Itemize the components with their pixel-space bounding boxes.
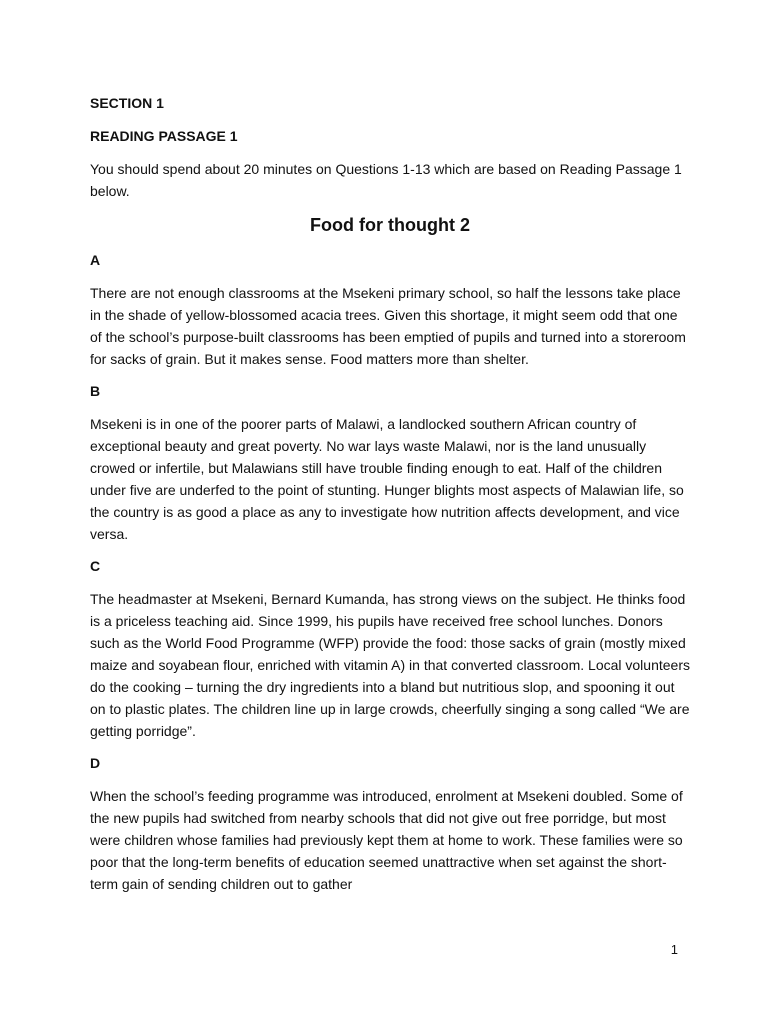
document-page bbox=[90, 92, 690, 905]
paragraph-letter-a: A bbox=[90, 252, 101, 268]
passage-title: Food for thought 2 bbox=[310, 215, 470, 235]
page-number: 1 bbox=[670, 942, 678, 957]
paragraph-text-b: Msekeni is in one of the poorer parts of Malawi, a landlocked southern African country of exceptional beauty and great poverty. No war lays waste Malawi, nor is the land unusually crowed or infertile, but Malawians still have trouble finding enough to eat. Half of the children under five are underfed to the point of stunting. Hunger blights most aspects of Malawian life, so the country is as good a place as any to investigate how nutrition affects development, and vice versa. bbox=[90, 416, 684, 542]
paragraph-text-a: There are not enough classrooms at the Msekeni primary school, so half the lessons take place in the shade of yellow-blossomed acacia trees. Given this shortage, it might seem odd that one of the school’s purpose-built classrooms has been emptied of pupils and turned into a storeroom for sacks of grain. But it makes sense. Food matters more than shelter. bbox=[90, 285, 686, 367]
passage-label: READING PASSAGE 1 bbox=[90, 128, 238, 144]
paragraph-letter-b: B bbox=[90, 383, 101, 399]
section-label: SECTION 1 bbox=[90, 95, 164, 111]
paragraph-letter-c: C bbox=[90, 558, 101, 574]
paragraph-text-d: When the school’s feeding programme was introduced, enrolment at Msekeni doubled. Some of the new pupils had switched from nearby schools that did not give out free porridge, but most were children whose families had previously kept them at home to work. These families were so poor that the long-term benefits of education seemed unattractive when set against the short-term gain of sending children out to gather bbox=[90, 788, 683, 892]
paragraph-text-c: The headmaster at Msekeni, Bernard Kumanda, has strong views on the subject. He thinks food is a priceless teaching aid. Since 1999, his pupils have received free school lunches. Donors such as the World Food Programme (WFP) provide the food: those sacks of grain (mostly mixed maize and soyabean flour, enriched with vitamin A) in that converted classroom. Local volunteers do the cooking – turning the dry ingredients into a bland but nutritious slop, and spooning it out on to plastic plates. The children line up in large crowds, cheerfully singing a song called “We are getting porridge”. bbox=[90, 591, 690, 739]
paragraph-letter-d: D bbox=[90, 755, 101, 771]
intro-text: You should spend about 20 minutes on Questions 1-13 which are based on Reading Passage 1 below. bbox=[90, 161, 682, 199]
